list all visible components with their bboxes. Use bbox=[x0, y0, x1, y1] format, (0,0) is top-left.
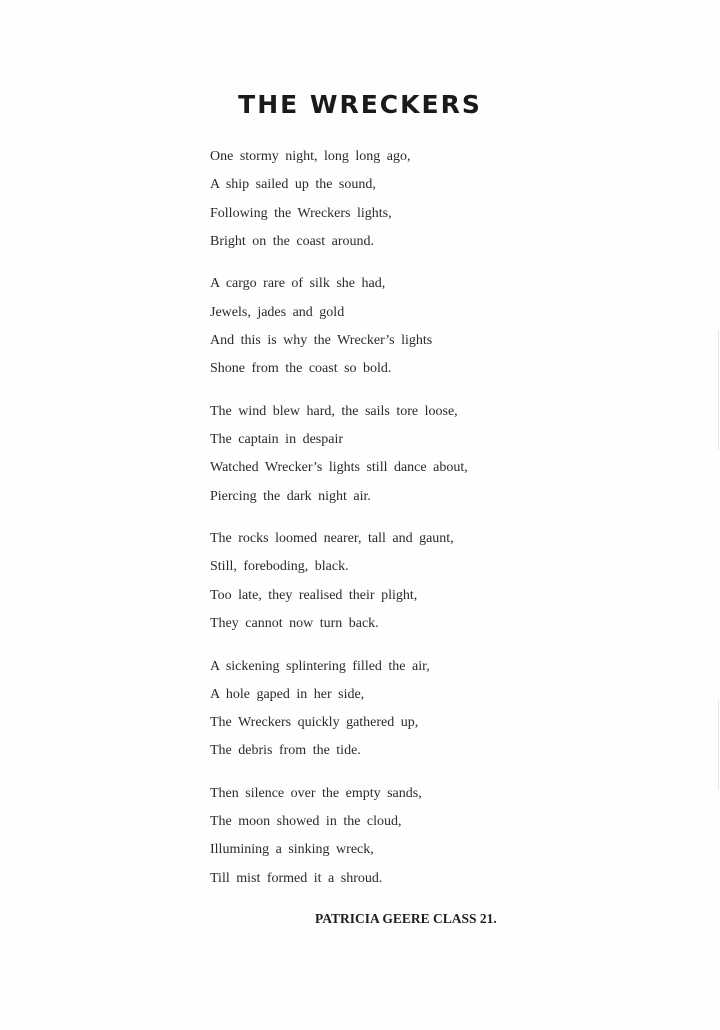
poem-line: Illumining a sinking wreck, bbox=[210, 842, 374, 858]
stanza bbox=[210, 653, 630, 766]
poem-line: A hole gaped in her side, bbox=[210, 686, 365, 702]
poem-line: Till mist formed it a shroud. bbox=[210, 870, 383, 886]
poem-line: Too late, they realised their plight, bbox=[210, 587, 418, 603]
poem-line: Piercing the dark night air. bbox=[210, 488, 371, 504]
poem-body bbox=[210, 143, 630, 907]
stanza bbox=[210, 143, 630, 256]
stanza bbox=[210, 780, 630, 893]
poem-line: A ship sailed up the sound, bbox=[210, 177, 376, 193]
poem-line: They cannot now turn back. bbox=[210, 616, 379, 632]
poem-line: Still, foreboding, black. bbox=[210, 559, 349, 575]
stanza bbox=[210, 398, 630, 511]
poem-line: One stormy night, long long ago, bbox=[210, 149, 411, 164]
stanza bbox=[210, 525, 630, 638]
stanza bbox=[210, 270, 630, 383]
poem-line: Bright on the coast around. bbox=[210, 233, 375, 249]
poem-line: Then silence over the empty sands, bbox=[210, 785, 422, 801]
poem-line: And this is why the Wrecker’s lights bbox=[210, 332, 433, 348]
poem-line: Following the Wreckers lights, bbox=[210, 205, 392, 221]
author-signature: PATRICIA GEERE CLASS 21. bbox=[315, 911, 497, 926]
poem-line: The Wreckers quickly gathered up, bbox=[210, 715, 419, 731]
poem-line: The wind blew hard, the sails tore loose, bbox=[210, 403, 458, 419]
poem-line: Jewels, jades and gold bbox=[210, 304, 345, 320]
poem-line: A sickening splintering filled the air, bbox=[210, 658, 430, 674]
poem-line: Watched Wrecker’s lights still dance about, bbox=[210, 460, 468, 476]
poem-line: The debris from the tide. bbox=[210, 743, 361, 759]
scan-edge-mark bbox=[718, 330, 719, 450]
poem-line: A cargo rare of silk she had, bbox=[210, 276, 386, 292]
scan-edge-mark bbox=[718, 700, 719, 790]
poem-line: Shone from the coast so bold. bbox=[210, 361, 392, 377]
poem-line: The captain in despair bbox=[210, 432, 344, 448]
poem-line: The moon showed in the cloud, bbox=[210, 814, 402, 830]
poem-title: THE WRECKERS bbox=[238, 90, 482, 119]
poem-line: The rocks loomed nearer, tall and gaunt, bbox=[210, 531, 454, 547]
